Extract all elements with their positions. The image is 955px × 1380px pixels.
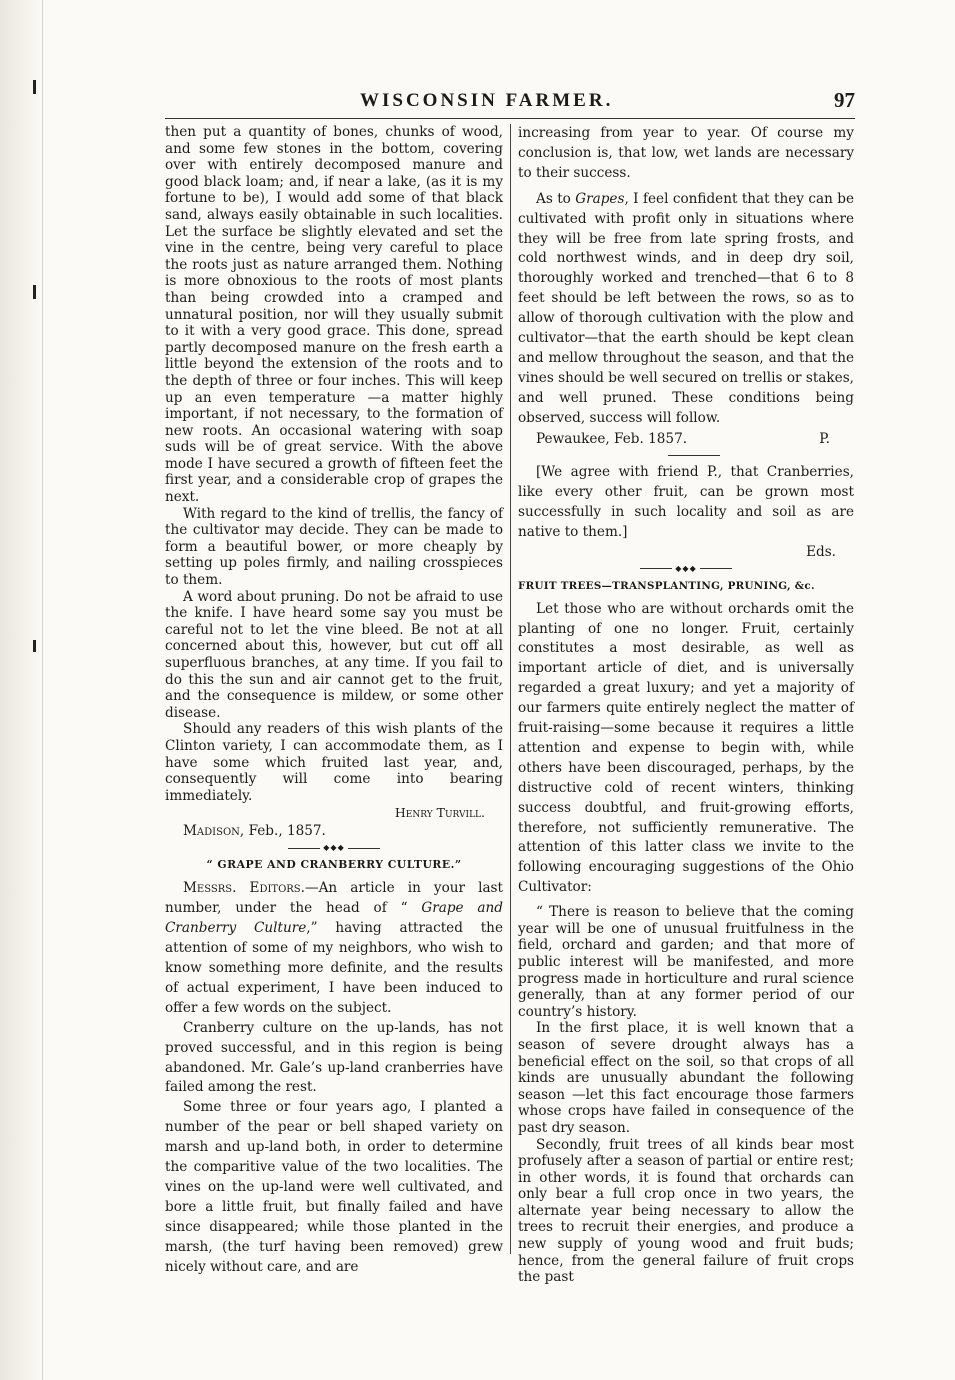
article-paragraph: Let those who are without orchards omit the planting of one no longer. Fruit, certainly constitutes a most desirable, as well as important article of diet, and is universally regarded a great luxury; and yet a majority of our farmers quite entirely neglect the matter of fruit-raising—some because it requires a little attention and expense to begin with, while others have been discouraged, perhaps, by the distructive cold of recent winters, thinking success doubtful, and fruit-growing efforts, therefore, not sufficiently remunerative. The attention of this latter class we invite to the following encouraging suggestions of the Ohio Cultivator: <box>518 600 854 896</box>
article-separator <box>165 841 503 855</box>
editors-signature-row <box>518 542 854 562</box>
column-divider <box>510 124 511 1254</box>
page-number: 97 <box>834 88 855 112</box>
trellis-paragraph: With regard to the kind of trellis, the fancy of the cultivator may decide. They can be made to form a beautiful bower, or more cheaply by setting up poles firmly, and nailing crosspieces to them. <box>165 505 503 589</box>
article-paragraph: Messrs. Editors.—An article in your last number, under the head of “ Grape and Cranberry Culture,” having attracted the attention of some of my neighbors, who wish to know something more definite, and the results of actual experiment, I have been induced to offer a few words on the subject. <box>165 880 503 1016</box>
continued-paragraph: increasing from year to year. Of course my conclusion is, that low, wet lands are necessary to their success. <box>518 125 854 181</box>
article-separator <box>518 562 854 576</box>
italic-term: Grapes <box>575 190 625 207</box>
article-paragraph: Cranberry culture on the up-lands, has not proved successful, and in this region is being abandoned. Mr. Gale’s up-land cranberries have failed among the rest. <box>165 1019 503 1096</box>
page-header <box>165 88 855 119</box>
editors-note-block <box>518 462 854 562</box>
right-column <box>518 124 854 1286</box>
article-heading: “ GRAPE AND CRANBERRY CULTURE.” <box>206 858 462 872</box>
gutter-mark <box>33 80 36 94</box>
gutter-mark <box>33 285 36 299</box>
article-paragraph: Some three or four years ago, I planted a number of the pear or bell shaped variety on marsh and up-land both, in order to determine the comparitive value of the two localities. The vines on the up-land were well cultivated, and bore a little fruit, but finally failed and have since disappeared; while those planted in the marsh, (the turf having been removed) grew nicely without care, and are <box>165 1099 503 1275</box>
italic-title: Grape and Cranberry Culture <box>165 900 503 937</box>
clinton-paragraph: Should any readers of this wish plants of the Clinton variety, I can accommodate them, as I have some which fruited last year, and, consequently will come into bearing immediately. <box>165 721 503 804</box>
dateline <box>518 429 854 449</box>
quoted-paragraph: “ There is reason to believe that the coming year will be one of unusual fruitfulness in the field, orchard and garden; and that more of public interest will be manifested, and more progress made in horticulture and rural science generally, than at any former period of our country’s history. <box>518 904 854 1020</box>
continued-paragraph: then put a quantity of bones, chunks of wood, and some few stones in the bottom, covering over with entirely decomposed manure and good black loam; and, if near a lake, (as it is my fortune to be), I would add some of that black sand, always easily obtainable in such localities. Let the surface be slightly elevated and set the vine in the centre, being very careful to place the roots just as nature arranged them. Nothing is more obnoxious to the roots of most plants than being crowded into a cramped and unnatural position, nor will they usually submit to it with a very good grace. This done, spread partly decomposed manure on the fresh earth a little beyond the extension of the roots and to the depth of three or four inches. This will keep up an even temperature —a matter highly important, if not necessary, to the formation of new roots. An occasional watering with soap suds will be of great service. With the above mode I have secured a growth of fifteen feet the first year, and a considerable crop of grapes the next. <box>165 124 503 506</box>
short-rule <box>668 455 720 456</box>
dateline <box>165 821 503 841</box>
quoted-paragraph: Secondly, fruit trees of all kinds bear most profusely after a season of partial or entire rest; in other words, it is found that orchards can only bear a full crop once in two years, the alternate year being necessary to allow the trees to recruit their energies, and produce a new supply of young wood and fruit buds; hence, from the general failure of fruit crops the past <box>518 1136 854 1286</box>
editors-signature: Eds. <box>806 543 836 560</box>
dateline-text: Pewaukee, Feb. 1857. <box>536 430 688 447</box>
gutter-mark <box>33 640 36 652</box>
publication-title: WISCONSIN FARMER. <box>360 90 614 111</box>
pruning-paragraph: A word about pruning. Do not be afraid to use the knife. I have heard some say you must be careful not to let the vine bleed. Be not at all concerned about this, however, but cut off all superfluous branches, at any time. If you fail to do this the sun and air cannot get to the fruit, and the consequence is mildew, or some other disease. <box>165 588 503 721</box>
author-initial: P. <box>819 430 830 447</box>
dateline-place: Madison <box>183 823 240 840</box>
dateline-date: , Feb., 1857. <box>239 823 326 840</box>
binding-gutter <box>0 0 43 1380</box>
grapes-paragraph: As to Grapes, I feel confident that they can be cultivated with profit only in situations where they will be free from late spring frosts, and cold northwest winds, and in deep dry soil, thoroughly worked and trenched—that 6 to 8 feet should be left between the rows, so as to allow of thorough cultivation with the plow and cultivator—that the earth should be kept clean and mellow throughout the season, and that the vines should be well secured on trellis or stakes, and well pruned. These conditions being observed, success will follow. <box>518 190 854 426</box>
salutation: Messrs. Editors. <box>183 880 305 897</box>
quoted-paragraph: In the first place, it is well known that a season of severe drought always has a beneficial effect on the soil, so that crops of all kinds are unusually abundant the following season —let this fact encourage those farmers whose crops have failed in consequence of the past dry season. <box>518 1020 854 1136</box>
author-signature: Henry Turvill. <box>394 805 485 821</box>
editors-note: [We agree with friend P., that Cranberries, like every other fruit, can be grown most successfully in such locality and soil as are native to them.] <box>518 463 854 540</box>
separator-ornament: ◆◆◆ <box>323 843 345 853</box>
separator-ornament: ◆◆◆ <box>675 563 697 573</box>
left-column <box>165 124 503 1277</box>
article-heading: FRUIT TREES—TRANSPLANTING, PRUNING, &c. <box>518 579 815 592</box>
